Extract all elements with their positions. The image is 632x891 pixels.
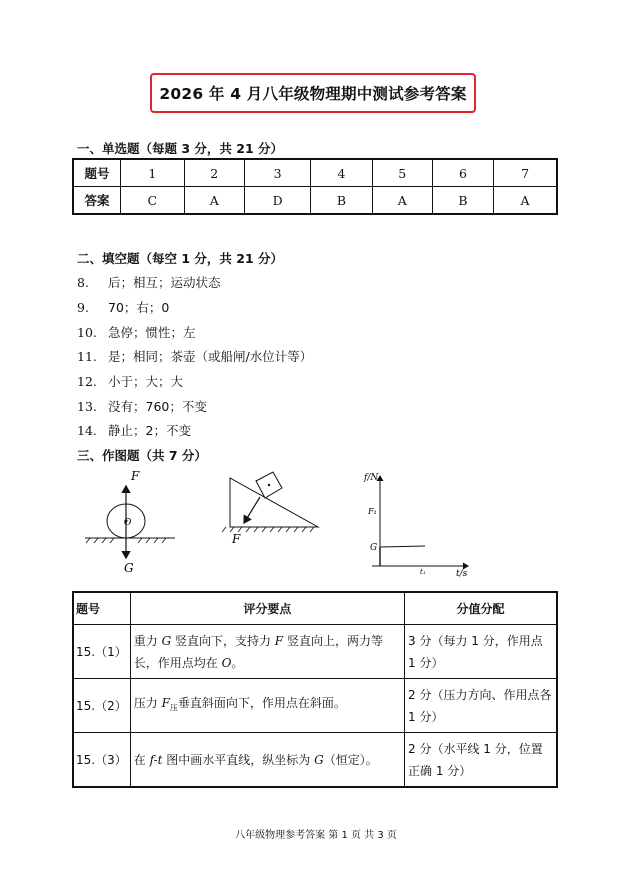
header-score: 分值分配: [405, 592, 558, 625]
symbol-g: G: [314, 752, 324, 767]
row-question: 15.（1）: [73, 625, 130, 679]
scoring-header-row: [73, 592, 557, 625]
fill-item-answer: 小于；大；大: [108, 374, 184, 389]
fill-item-answer: 70；右；0: [108, 300, 170, 315]
row-score: 3 分（每力 1 分，作用点 1 分）: [405, 625, 558, 679]
symbol-f: F: [161, 695, 170, 710]
row-key-points: [130, 625, 404, 679]
x-axis-label: t/s: [456, 569, 468, 578]
fill-item: [77, 421, 191, 439]
fill-item: [77, 347, 312, 365]
row-score: 2 分（压力方向、作用点各 1 分）: [405, 679, 558, 733]
question-number-cell: 1: [121, 159, 185, 187]
text-span: 图中画水平直线，纵坐标为: [162, 752, 315, 767]
answer-cell: B: [432, 187, 493, 215]
text-span: 垂直斜面向下，作用点在斜面。: [177, 695, 346, 710]
pressure-force-arrow: [244, 497, 260, 523]
fill-item: [77, 273, 221, 291]
text-span: 竖直向上，两力等长，作用点均在: [133, 633, 383, 670]
section2-heading: 二、填空题（每空 1 分，共 21 分）: [77, 251, 284, 266]
fill-item-number: 14.: [77, 423, 97, 438]
fill-item-answer: 后；相互；运动状态: [108, 275, 221, 290]
symbol-subscript: 压: [169, 703, 178, 713]
fill-item-answer: 是；相同；茶壶（或船闸/水位计等）: [108, 349, 313, 364]
page-title: 2026 年 4 月八年级物理期中测试参考答案: [150, 73, 476, 113]
question-number-cell: 3: [244, 159, 310, 187]
y-axis-label: f/N: [364, 473, 379, 483]
row-question: 15.（3）: [73, 733, 130, 788]
row-score: 2 分（水平线 1 分，位置正确 1 分）: [405, 733, 558, 788]
text-span: 在: [133, 752, 150, 767]
figure-incline-pressure: [218, 470, 328, 550]
scoring-row: [73, 733, 557, 788]
section3-heading: 三、作图题（共 7 分）: [77, 448, 207, 463]
question-number-cell: 6: [432, 159, 493, 187]
symbol-o: O: [221, 655, 232, 670]
fill-item-answer: 没有；760；不变: [108, 399, 207, 414]
fig2-force-label: F: [232, 532, 241, 546]
row-key-points: [130, 733, 404, 788]
question-number-cell: 5: [372, 159, 432, 187]
answer-header: 答案: [73, 187, 121, 215]
fill-item: [77, 397, 207, 415]
fill-item-number: 9.: [77, 300, 89, 315]
fill-item-number: 13.: [77, 399, 97, 414]
symbol-g: G: [161, 633, 172, 648]
fill-item: [77, 372, 183, 390]
answer-cell: A: [372, 187, 432, 215]
fill-item: [77, 298, 169, 316]
fill-item-answer: 急停；惯性；左: [108, 325, 196, 340]
answer-cell: A: [494, 187, 557, 215]
fig1-bottom-label: G: [124, 561, 134, 575]
text-span: 竖直向下，支持力: [171, 633, 275, 648]
row-question: 15.（2）: [73, 679, 130, 733]
gravity-level-line: [380, 546, 425, 547]
fig1-top-label: F: [131, 469, 140, 483]
text-span: （恒定）。: [323, 752, 378, 767]
tick-f1-label: F₁: [368, 507, 377, 516]
header-question: 题号: [73, 592, 130, 625]
fig1-center-label: O: [124, 518, 132, 528]
header-key-points: 评分要点: [130, 592, 404, 625]
page-footer: 八年级物理参考答案 第 1 页 共 3 页: [235, 830, 397, 841]
text-span: 。: [231, 655, 244, 670]
section1-heading: 一、单选题（每题 3 分，共 21 分）: [77, 141, 284, 156]
answer-cell: D: [244, 187, 310, 215]
figure-f-t-graph: [350, 466, 475, 578]
row-key-points: [130, 679, 404, 733]
answer-cell: B: [311, 187, 372, 215]
scoring-row: [73, 679, 557, 733]
text-span: 重力: [133, 633, 162, 648]
fill-item-number: 12.: [77, 374, 97, 389]
question-number-cell: 2: [184, 159, 244, 187]
answer-cell: A: [184, 187, 244, 215]
tick-g-label: G: [370, 543, 378, 553]
figure-ball-forces: [80, 468, 180, 578]
fill-item-number: 11.: [77, 349, 97, 364]
symbol-f: F: [274, 633, 284, 648]
fill-item-number: 8.: [77, 275, 89, 290]
scoring-table: [72, 591, 558, 788]
answer-row: [73, 187, 557, 215]
question-number-cell: 7: [494, 159, 557, 187]
question-number-cell: 4: [311, 159, 372, 187]
text-span: 压力: [133, 695, 162, 710]
multiple-choice-table: [72, 158, 558, 215]
question-number-row: [73, 159, 557, 187]
symbol-f-t: f-t: [149, 752, 163, 767]
fill-item-number: 10.: [77, 325, 97, 340]
fill-item-answer: 静止；2；不变: [108, 423, 191, 438]
question-number-header: 题号: [73, 159, 121, 187]
tick-t1-label: t₁: [420, 568, 426, 576]
fill-item: [77, 323, 196, 341]
scoring-row: [73, 625, 557, 679]
block-center-point: [268, 484, 270, 486]
answer-cell: C: [121, 187, 185, 215]
